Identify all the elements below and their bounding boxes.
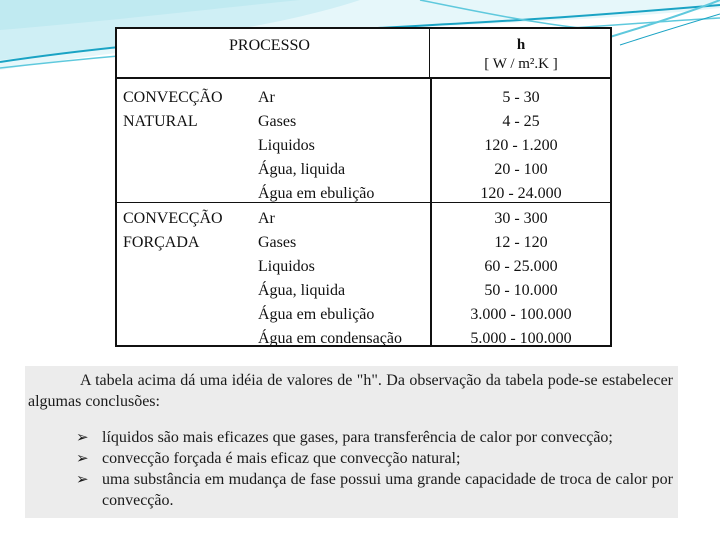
table-row <box>258 303 608 327</box>
table-row <box>258 327 608 351</box>
list-item <box>28 469 673 511</box>
value-cell: 120 - 1.200 <box>484 137 558 154</box>
value-cell: 3.000 - 100.000 <box>470 306 572 323</box>
arrow-bullet-icon: ➢ <box>76 428 89 446</box>
list-item <box>28 427 673 448</box>
conclusions-text-box <box>25 366 678 518</box>
list-item-text: líquidos são mais eficazes que gases, para transferência de calor por convecção; <box>102 429 613 446</box>
value-cell: 20 - 100 <box>494 161 548 178</box>
group-forced-convection <box>117 203 610 347</box>
value-cell: 4 - 25 <box>502 113 540 130</box>
list-item-text: uma substância em mudança de fase possui uma grande capacidade de troca de calor por convecção. <box>102 471 673 509</box>
conclusions-list <box>28 427 673 511</box>
table-row <box>258 231 608 255</box>
fluid-cell: Ar <box>258 89 275 106</box>
table-row <box>258 134 608 158</box>
table-header <box>117 29 610 79</box>
fluid-cell: Água, liquida <box>258 282 346 299</box>
group-natural-convection <box>117 82 610 203</box>
group-category-label: CONVECÇÃO NATURAL <box>123 89 223 130</box>
header-h-cell <box>430 29 612 77</box>
heat-transfer-coefficient-table <box>115 27 612 347</box>
arrow-bullet-icon: ➢ <box>76 449 89 467</box>
header-h-unit: [ W / m².K ] <box>484 56 558 72</box>
table-row <box>258 158 608 182</box>
header-process-cell <box>117 29 430 77</box>
fluid-cell: Água, liquida <box>258 161 346 178</box>
fluid-cell: Água em condensação <box>258 330 402 347</box>
fluid-cell: Liquidos <box>258 137 315 154</box>
header-h-symbol: h <box>516 37 526 53</box>
fluid-cell: Ar <box>258 210 275 227</box>
fluid-cell: Liquidos <box>258 258 315 275</box>
value-cell: 50 - 10.000 <box>484 282 558 299</box>
value-cell: 120 - 24.000 <box>480 185 562 202</box>
value-cell: 60 - 25.000 <box>484 258 558 275</box>
table-row <box>258 255 608 279</box>
fluid-cell: Gases <box>258 234 297 251</box>
group-category-label: CONVECÇÃO FORÇADA <box>123 210 223 251</box>
table-row <box>258 207 608 231</box>
arrow-bullet-icon: ➢ <box>76 470 89 488</box>
intro-paragraph: A tabela acima dá uma idéia de valores de "h". Da observação da tabela pode-se estabelecer algumas conclusões: <box>28 372 673 410</box>
fluid-cell: Gases <box>258 113 297 130</box>
fluid-cell: Água em ebulição <box>258 185 375 202</box>
table-row <box>258 86 608 110</box>
list-item <box>28 448 673 469</box>
value-cell: 30 - 300 <box>494 210 548 227</box>
list-item-text: convecção forçada é mais eficaz que convecção natural; <box>102 450 461 467</box>
table-row <box>258 110 608 134</box>
value-cell: 5.000 - 100.000 <box>470 330 572 347</box>
value-cell: 12 - 120 <box>494 234 548 251</box>
value-cell: 5 - 30 <box>502 89 540 106</box>
fluid-cell: Água em ebulição <box>258 306 375 323</box>
table-row <box>258 279 608 303</box>
header-process-label: PROCESSO <box>229 37 310 54</box>
